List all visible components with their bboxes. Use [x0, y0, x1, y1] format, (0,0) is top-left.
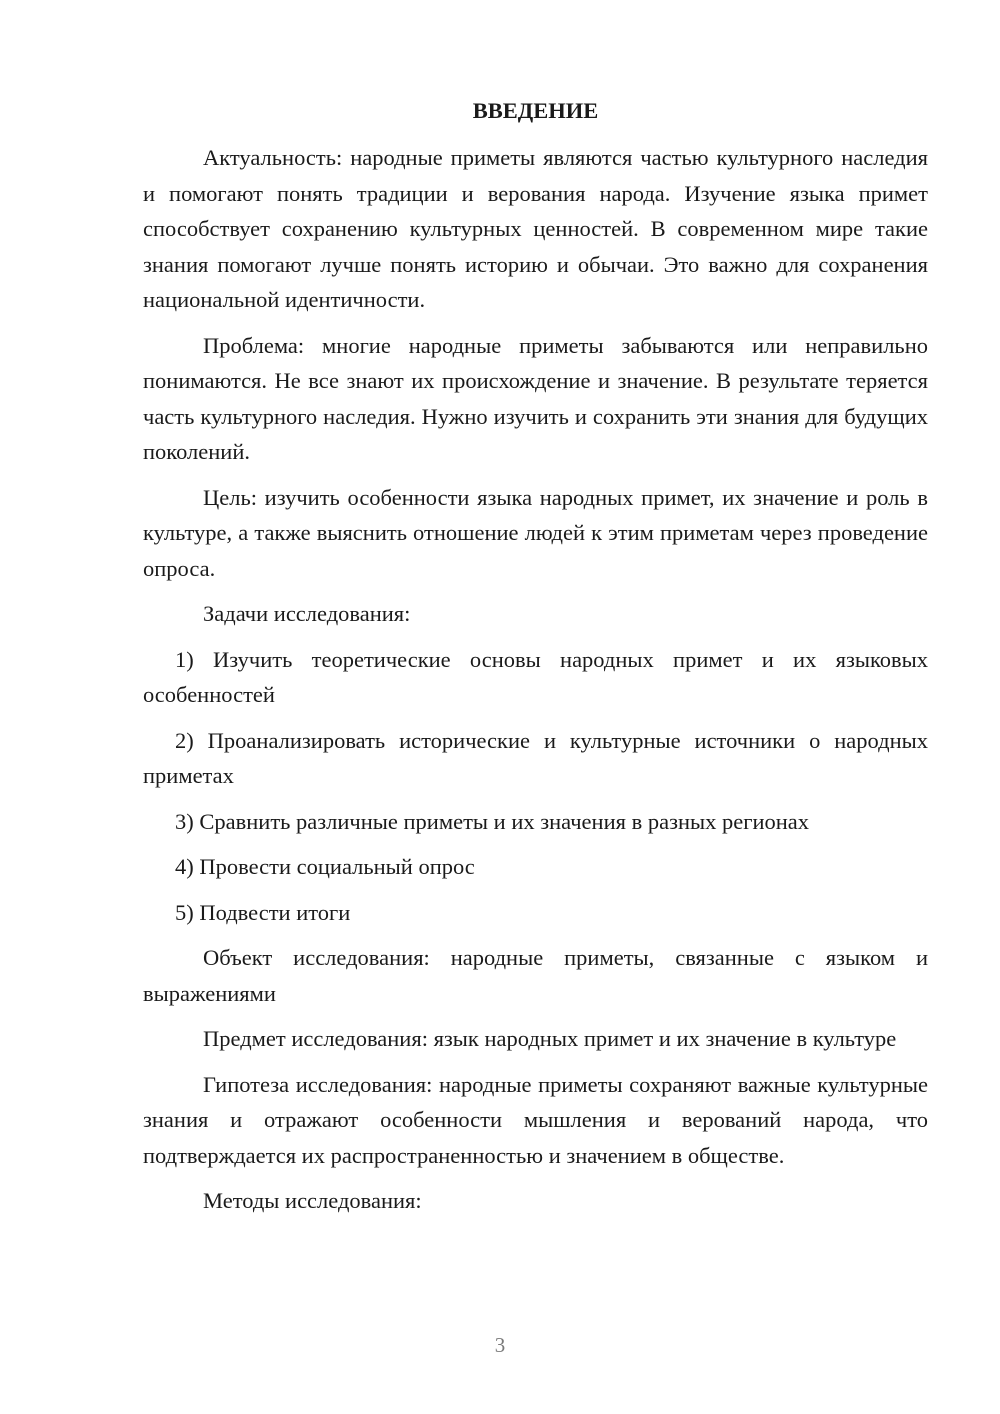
goal-paragraph: Цель: изучить особенности языка народных примет, их значение и роль в культуре, а также выяснить отношение людей к этим приметам через проведение опроса.	[143, 484, 928, 581]
tasks-title: Задачи исследования:	[203, 601, 411, 626]
page-content	[143, 94, 928, 1229]
task-item-1: 1) Изучить теоретические основы народных примет и их языковых особенностей	[143, 646, 928, 707]
task-item-3: 3) Сравнить различные приметы и их значения в разных регионах	[175, 808, 810, 834]
relevance-paragraph: Актуальность: народные приметы являются частью культурного наследия и помогают понять традиции и верования народа. Изучение языка примет способствует сохранению культурных ценностей. В современном мире такие знания помогают лучше понять историю и обычаи. Это важно для сохранения национальной идентичности.	[143, 145, 928, 312]
task-item-4: 4) Провести социальный опрос	[175, 854, 475, 879]
task-item-5: 5) Подвести итоги	[175, 899, 351, 925]
methods-title: Методы исследования:	[203, 1188, 422, 1213]
task-item-2: 2) Проанализировать исторические и культурные источники о народных приметах	[143, 727, 928, 788]
problem-paragraph: Проблема: многие народные приметы забываются или неправильно понимаются. Не все знают их происхождение и значение. В результате теряется часть культурного наследия. Нужно изучить и сохранить эти знания для будущих поколений.	[143, 332, 928, 464]
object-paragraph: Объект исследования: народные приметы, связанные с языком и выражениями	[143, 945, 928, 1006]
section-heading: ВВЕДЕНИЕ	[472, 98, 599, 123]
page-number: 3	[494, 1333, 506, 1357]
hypothesis-paragraph: Гипотеза исследования: народные приметы сохраняют важные культурные знания и отражают особенности мышления и верований народа, что подтверждается их распространенностью и значением в обществе.	[143, 1071, 928, 1168]
subject-paragraph: Предмет исследования: язык народных примет и их значение в культуре	[203, 1026, 897, 1051]
